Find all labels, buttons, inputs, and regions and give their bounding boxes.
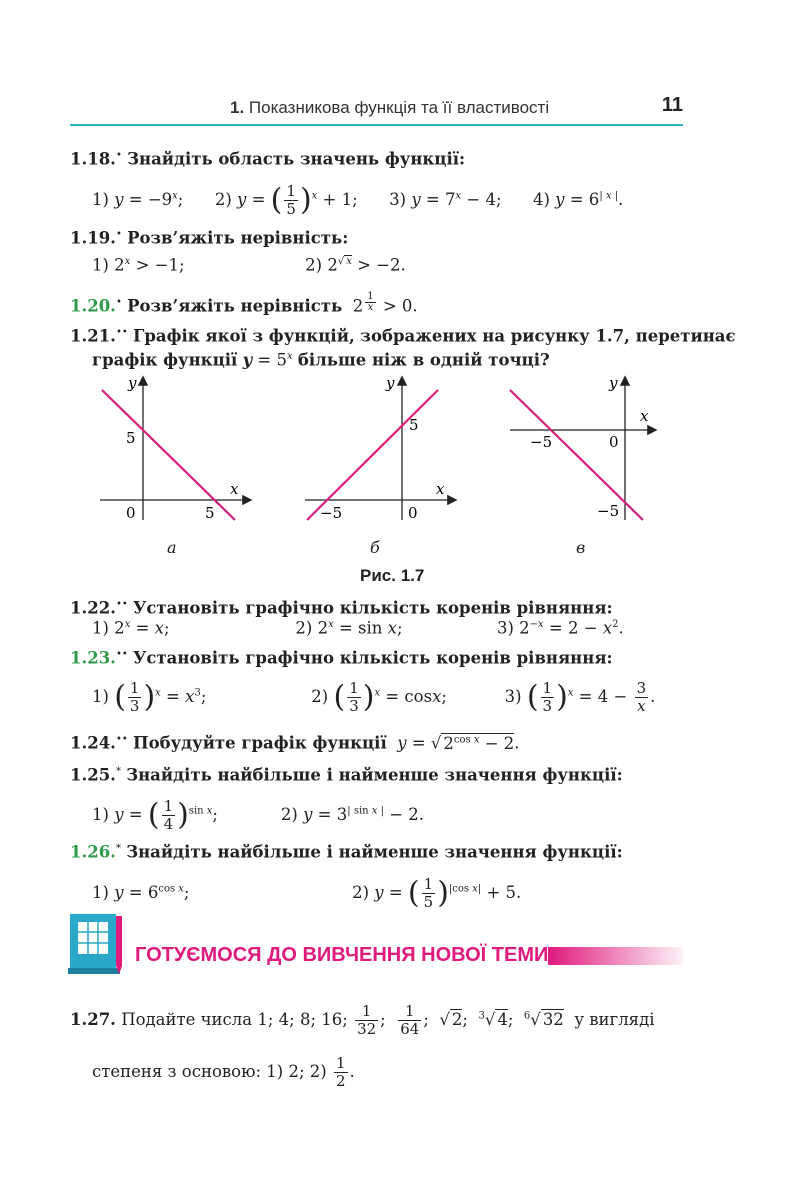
figure-caption: Рис. 1.7 [360,566,425,585]
graph-a-y-tick: 5 [126,429,136,447]
problem-1-22-items: 1) $2^x = x$; 2) $2^x = \sin x$; 3) $2^{-x} = 2 - x^2$. [92,618,624,638]
graph-c-y-tick: −5 [597,502,620,520]
notebook-icon [68,910,128,976]
problem-1-23-items: 1) ( $\frac{1}{3}$ )$^x = x^3$; 2) ( $\frac{1}{3}$ )$^x$ = cosx; 3) ( $\frac{1}{3}$ )$^x$ = 4 − $\frac{3}{x}$ . [92,679,656,715]
graph-c-y-label: y [609,374,618,392]
problem-1-21: 1.21.•• Графік якої з функцій, зображених на рисунку 1.7, перетинає [70,326,736,346]
graph-a [100,374,250,522]
problem-1-27: 1.27. Подайте числа 1; 4; 8; 16; $\frac{1}{32}$ ; $\frac{1}{64}$ ; √ 2; $^3$√ 4; $^6$√ 32 у вигляді [70,1002,655,1038]
problem-1-25-items: 1) y = ( $\frac{1}{4}$ )$^{sin x}$; 2) $y = 3^{| sin x |} - 2$. [92,797,425,833]
graph-c-line [510,390,643,520]
graph-c-x-tick: −5 [530,433,553,451]
graph-a-y-label: y [128,374,137,392]
graph-c [510,374,655,520]
graph-b-origin: 0 [408,504,418,522]
problem-1-25: 1.25.* Знайдіть найбільше і найменше значення функції: [70,765,623,785]
running-header [70,92,683,126]
problem-1-19: 1.19.• Розв’яжіть нерівність: [70,228,349,248]
graph-c-x-label: x [640,407,649,425]
figure-sublabel-a: а [167,538,177,557]
graph-a-origin: 0 [126,504,136,522]
graph-b-x-label: x [436,480,445,498]
graph-c-origin: 0 [609,433,619,451]
graph-b-y-tick: 5 [409,416,419,434]
problem-1-18-items: 1) $y = -9^x$; 2) y = ( $\frac{1}{5}$ )$^x$ + 1; 3) $y = 7^x - 4$; 4) $y = 6^{| x |}$. [92,182,624,218]
banner-bar [548,947,683,965]
graph-a-x-label: x [230,480,239,498]
problem-1-22: 1.22.•• Установіть графічно кількість коренів рівняння: [70,598,613,618]
problem-1-19-items: 1) $2^x > -1$; 2) $2^{√ x} > -2$. [92,255,406,275]
graph-b [305,374,455,522]
figure-sublabel-b: б [370,538,380,557]
banner-title: ГОТУЄМОСЯ ДО ВИВЧЕННЯ НОВОЇ ТЕМИ [135,944,549,966]
graph-b-x-tick: −5 [320,504,343,522]
problem-1-26-items: 1) $y = 6^{cos x}$; 2) y = ( $\frac{1}{5}$ )$^{|cos x|}$ + 5. [92,875,522,911]
graph-a-x-tick: 5 [205,504,215,522]
figure-1-7 [90,370,680,540]
graph-b-y-label: y [386,374,395,392]
problem-1-24: 1.24.•• Побудуйте графік функції y = √ $2^{cos x} - 2$. [70,733,520,753]
problem-1-26: 1.26.* Знайдіть найбільше і найменше значення функції: [70,842,623,862]
section-title: 1. Показникова функція та її властивості [230,98,550,117]
figure-sublabel-c: в [576,538,586,557]
problem-1-27-cont: степеня з основою: 1) 2; 2) $\frac{1}{2}$ . [92,1054,355,1090]
page-number: 11 [661,94,683,116]
problem-1-23: 1.23.•• Установіть графічно кількість коренів рівняння: [70,648,613,668]
problem-1-20: 1.20.• Розв’яжіть нерівність 2 $^{\frac{1}{x}}$ > 0. [70,291,418,316]
problem-1-21-cont: графік функції $y = 5^x$ більше ніж в одній точці? [92,350,550,370]
problem-1-18: 1.18.• Знайдіть область значень функції: [70,149,466,169]
